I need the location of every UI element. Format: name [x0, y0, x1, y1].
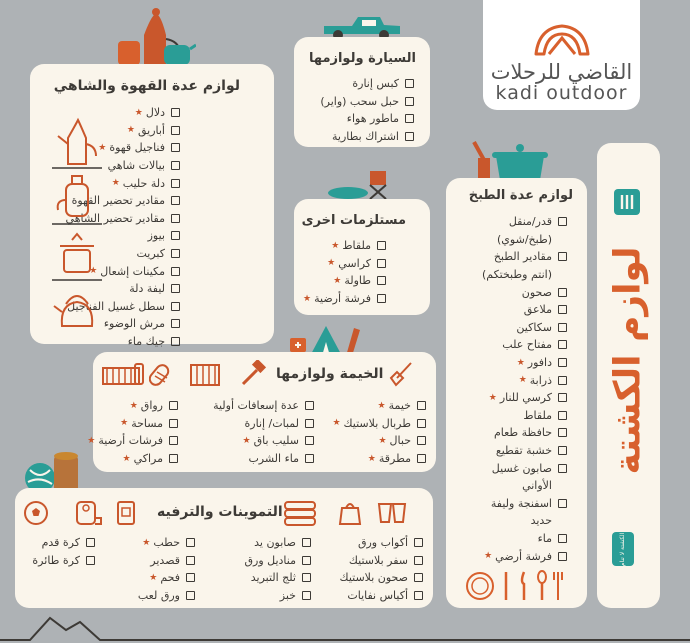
car-list [320, 75, 414, 145]
cooking-item[interactable] [482, 547, 567, 565]
car-item[interactable] [320, 93, 414, 111]
checkbox[interactable] [186, 591, 195, 600]
cooking-item[interactable] [482, 354, 567, 372]
star-icon: ★ [129, 400, 138, 411]
coffee-card [30, 64, 274, 349]
coffee-label: سطل غسيل الفناجيل [67, 299, 165, 313]
tent-item[interactable] [332, 450, 426, 468]
checkbox[interactable] [558, 411, 567, 420]
checkbox[interactable] [302, 591, 311, 600]
cooking-label: مفتاح علب [502, 338, 552, 352]
checkbox[interactable] [558, 393, 567, 402]
supplies-item[interactable] [244, 552, 311, 570]
tent-label: سليب باق [253, 434, 299, 448]
other-item[interactable] [303, 255, 386, 273]
cooking-label: مقادير الطبخ [493, 250, 552, 264]
tissue-roll-icon [73, 498, 103, 526]
checkbox[interactable] [414, 556, 423, 565]
tent-item[interactable] [332, 397, 426, 415]
checkbox[interactable] [558, 534, 567, 543]
tent-item[interactable] [87, 450, 178, 468]
star-icon: ★ [142, 537, 151, 548]
checkbox[interactable] [171, 108, 180, 117]
checkbox[interactable] [558, 499, 567, 508]
coffee-label: بيوز [147, 229, 165, 243]
star-icon: ★ [126, 125, 135, 136]
checkbox[interactable] [171, 337, 180, 346]
star-icon: ★ [89, 266, 98, 277]
checkbox[interactable] [414, 573, 423, 582]
supplies-label: صابون يد [254, 536, 296, 550]
tent-label: فرشات أرضية [98, 434, 163, 448]
checkbox[interactable] [377, 294, 386, 303]
other-label: كراسي [338, 256, 371, 270]
tent-label: عدة إسعافات أولية [213, 399, 299, 413]
logo [483, 0, 640, 110]
main-title: لوازم الكشتة [607, 245, 649, 475]
checkbox[interactable] [558, 358, 567, 367]
checkbox[interactable] [171, 284, 180, 293]
checkbox[interactable] [558, 428, 567, 437]
tent-item[interactable] [332, 415, 426, 433]
star-icon: ★ [242, 435, 251, 446]
tent-item[interactable] [213, 432, 314, 450]
supplies-col3 [138, 534, 195, 604]
supplies-label: فحم [160, 571, 180, 585]
supplies-label: أكياس نفايات [347, 589, 408, 603]
supplies-col1 [340, 534, 423, 604]
coffee-label: دلال [145, 106, 165, 120]
supplies-col4 [32, 534, 95, 569]
checkbox[interactable] [169, 419, 178, 428]
cutlery-icon [466, 570, 566, 602]
tent-label: خيمة [388, 399, 411, 413]
other-title: مستلزمات اخرى [301, 213, 406, 228]
checkbox[interactable] [171, 231, 180, 240]
tent-item[interactable] [87, 397, 178, 415]
brand-tag: الكشتة لا تنام [612, 532, 634, 566]
star-icon: ★ [120, 418, 129, 429]
star-icon: ★ [516, 357, 525, 368]
star-icon: ★ [303, 293, 312, 304]
coffee-label: كبريت [136, 247, 165, 261]
checkbox[interactable] [558, 376, 567, 385]
cooking-label: خشبة تقطيع [495, 444, 552, 458]
checkbox[interactable] [171, 214, 180, 223]
car-item[interactable] [320, 128, 414, 146]
star-icon: ★ [327, 258, 336, 269]
checkbox[interactable] [417, 401, 426, 410]
tea-kettle-icon [52, 282, 102, 338]
coffee-title: لوازم عدة القهوة والشاهي [53, 78, 240, 94]
cooking-item[interactable] [482, 301, 567, 319]
coffee-label: أباريق [137, 123, 165, 137]
cooking-label: (انتم وطبختكم) [481, 268, 552, 282]
checkbox[interactable] [305, 419, 314, 428]
cooking-item [482, 231, 567, 249]
supplies-label: خبز [279, 589, 296, 603]
star-icon: ★ [149, 572, 158, 583]
coffee-label: بيالات شاهي [107, 159, 165, 173]
checkbox[interactable] [305, 436, 314, 445]
cooking-label: (طبخ/شوي) [497, 232, 552, 246]
checkbox[interactable] [414, 538, 423, 547]
star-icon: ★ [377, 400, 386, 411]
cooking-item [482, 266, 567, 284]
checkbox[interactable] [558, 323, 567, 332]
supplies-label: كرة طائرة [32, 553, 80, 567]
coffee-label: ليفة دلة [129, 282, 165, 296]
supplies-item[interactable] [138, 552, 195, 570]
checkbox[interactable] [302, 573, 311, 582]
tent-item[interactable] [332, 432, 426, 450]
football-icon [23, 500, 49, 526]
cooking-item[interactable] [482, 283, 567, 301]
tent-label: طربال بلاستيك [343, 416, 411, 430]
cooking-label: اسفنجة وليفة [490, 496, 552, 510]
star-icon: ★ [98, 142, 107, 153]
other-item[interactable] [303, 272, 386, 290]
checkbox[interactable] [305, 401, 314, 410]
star-icon: ★ [122, 453, 131, 464]
cooking-item [482, 512, 567, 530]
supplies-item[interactable] [244, 569, 311, 587]
cooking-label: ملاعق [523, 303, 552, 317]
checkbox[interactable] [171, 143, 180, 152]
cooking-item[interactable] [482, 336, 567, 354]
checkbox[interactable] [558, 252, 567, 261]
car-item[interactable] [320, 75, 414, 93]
checkbox[interactable] [169, 401, 178, 410]
car-card [294, 37, 430, 147]
coffee-label: مرش الوضوء [103, 317, 165, 331]
checkbox[interactable] [302, 538, 311, 547]
checkbox[interactable] [171, 267, 180, 276]
gas-stove-icon [52, 226, 102, 282]
tent-item[interactable] [87, 415, 178, 433]
checkbox[interactable] [405, 79, 414, 88]
cooking-item [482, 477, 567, 495]
cooking-label: ملقاط [523, 408, 552, 422]
bottle-icon [113, 498, 139, 526]
cooking-item[interactable] [482, 424, 567, 442]
car-item[interactable] [320, 110, 414, 128]
supplies-item[interactable] [244, 534, 311, 552]
tent-title: الخيمة ولوازمها [276, 366, 384, 382]
cooking-label: قدر/منقل [508, 215, 552, 229]
checkbox[interactable] [558, 340, 567, 349]
supplies-label: مناديل ورق [244, 553, 296, 567]
coffee-label: مقادير تحضير الشاهي [65, 211, 165, 225]
checkbox[interactable] [171, 126, 180, 135]
checkbox[interactable] [86, 538, 95, 547]
star-icon: ★ [488, 392, 497, 403]
other-list [303, 237, 386, 307]
sleeping-bag-icon [149, 360, 181, 388]
cooking-item[interactable] [482, 213, 567, 231]
star-icon: ★ [367, 453, 376, 464]
checkbox[interactable] [417, 454, 426, 463]
tent-col1 [332, 397, 426, 467]
firewood-icon [281, 498, 319, 526]
checkbox[interactable] [186, 538, 195, 547]
tent-label: لمبات/ إنارة [244, 416, 299, 430]
cooking-list [482, 213, 567, 565]
mountains-icon [0, 612, 690, 643]
star-icon: ★ [111, 178, 120, 189]
tent-label: مراكي [133, 452, 163, 466]
cooking-label: سكاكين [516, 320, 552, 334]
star-icon: ★ [484, 551, 493, 562]
checkbox[interactable] [417, 436, 426, 445]
tent-label: مساحة [131, 416, 163, 430]
cooking-item[interactable] [482, 459, 567, 477]
coffee-label: فناجيل قهوة [109, 141, 165, 155]
tent-card [87, 352, 436, 472]
logo-arabic: القاضي للرحلات [490, 60, 633, 84]
checkbox[interactable] [186, 573, 195, 582]
coffee-label: دلة حليب [122, 176, 165, 190]
supplies-col2 [244, 534, 311, 604]
cooking-label: ذرابة [529, 373, 552, 387]
star-icon: ★ [333, 275, 342, 286]
checkbox[interactable] [414, 591, 423, 600]
dallah-icon [52, 114, 102, 170]
checkbox[interactable] [171, 302, 180, 311]
supplies-item[interactable] [138, 534, 195, 552]
checkbox[interactable] [405, 132, 414, 141]
checkbox[interactable] [305, 454, 314, 463]
cooking-label: فرشة أرضي [495, 549, 552, 563]
cooking-item[interactable] [482, 407, 567, 425]
cooking-item[interactable] [482, 248, 567, 266]
car-label: ماطور هواء [346, 112, 399, 126]
cooking-label: صابون غسيل [491, 461, 552, 475]
checkbox[interactable] [377, 241, 386, 250]
checkbox[interactable] [171, 196, 180, 205]
paper-cups-icon [375, 498, 411, 526]
checkbox[interactable] [86, 556, 95, 565]
supplies-label: أكواب ورق [357, 536, 408, 550]
supplies-item[interactable] [340, 534, 423, 552]
cooking-item[interactable] [482, 442, 567, 460]
milk-pot-icon [52, 170, 102, 226]
coffee-pot-cluster-icon [114, 5, 196, 67]
supplies-item[interactable] [32, 534, 95, 552]
cooking-title: لوازم عدة الطبخ [468, 188, 573, 203]
other-item[interactable] [303, 290, 386, 308]
checkbox[interactable] [302, 556, 311, 565]
checkbox[interactable] [171, 161, 180, 170]
cooking-item[interactable] [482, 389, 567, 407]
hammer-icon [239, 360, 267, 388]
tent-col2 [213, 397, 314, 467]
car-label: كبس إنارة [352, 77, 399, 91]
cooking-label: الأواني [522, 479, 552, 493]
other-label: فرشة أرضية [314, 292, 371, 306]
cooking-label: دافور [527, 356, 552, 370]
checkbox[interactable] [558, 552, 567, 561]
tent-label: حبال [389, 434, 411, 448]
supplies-label: ثلج التبريد [250, 571, 296, 585]
car-label: اشتراك بطارية [332, 130, 399, 144]
checkbox[interactable] [171, 319, 180, 328]
cooking-label: حافظة طعام [493, 426, 552, 440]
tent-item[interactable] [87, 432, 178, 450]
checkbox[interactable] [558, 288, 567, 297]
cooking-card [446, 178, 587, 608]
tent-item[interactable] [213, 450, 314, 468]
rug-icon [187, 362, 223, 388]
cooking-label: ماء [537, 531, 552, 545]
coffee-label: جيك ماء [127, 335, 165, 349]
other-card [294, 199, 430, 315]
cooking-item[interactable] [482, 319, 567, 337]
car-title: السيارة ولوازمها [308, 51, 416, 66]
star-icon: ★ [518, 375, 527, 386]
other-item[interactable] [303, 237, 386, 255]
supplies-item[interactable] [138, 569, 195, 587]
checkbox[interactable] [417, 419, 426, 428]
cooking-item[interactable] [482, 495, 567, 513]
supplies-item[interactable] [244, 587, 311, 605]
star-icon: ★ [378, 435, 387, 446]
supplies-item[interactable] [340, 552, 423, 570]
other-label: ملقاط [342, 239, 371, 253]
supplies-item[interactable] [138, 587, 195, 605]
supplies-label: ورق لعب [137, 589, 180, 603]
star-icon: ★ [87, 435, 96, 446]
car-label: حبل سحب (واير) [320, 94, 399, 108]
checkbox[interactable] [171, 179, 180, 188]
mat-roll-icon [101, 360, 145, 388]
star-icon: ★ [331, 240, 340, 251]
checkbox[interactable] [558, 446, 567, 455]
cooking-item[interactable] [482, 371, 567, 389]
star-icon: ★ [134, 107, 143, 118]
checkbox[interactable] [405, 97, 414, 106]
checkbox[interactable] [558, 305, 567, 314]
checkbox[interactable] [186, 556, 195, 565]
mountain-logo-icon [533, 22, 591, 56]
checkbox[interactable] [377, 259, 386, 268]
camp-chair-icon [326, 165, 396, 201]
supplies-item[interactable] [32, 552, 95, 570]
supplies-title: التموينات والترفيه [157, 504, 283, 520]
cooking-item[interactable] [482, 530, 567, 548]
checkbox[interactable] [169, 454, 178, 463]
supplies-label: صحون بلاستيك [339, 571, 408, 585]
checkbox[interactable] [377, 276, 386, 285]
cooking-label: كرسي للنار [499, 391, 552, 405]
tent-item[interactable] [213, 415, 314, 433]
shovel-icon [387, 360, 415, 388]
supplies-label: حطب [153, 536, 180, 550]
checkbox[interactable] [405, 114, 414, 123]
logo-english: kadi outdoor [495, 82, 628, 104]
cooking-label: حديد [530, 514, 552, 528]
tent-col3 [87, 397, 178, 467]
checkbox[interactable] [558, 464, 567, 473]
star-icon: ★ [332, 418, 341, 429]
tent-label: ماء الشرب [248, 452, 299, 466]
tent-label: مطرقة [378, 452, 411, 466]
supplies-card [15, 488, 433, 608]
other-label: طاولة [344, 274, 371, 288]
supplies-label: قصدير [150, 553, 180, 567]
cooking-pot-icon [466, 140, 552, 182]
tent-label: رواق [140, 399, 163, 413]
supplies-item[interactable] [340, 569, 423, 587]
coffee-label: مكينات إشعال [100, 264, 165, 278]
checkbox[interactable] [171, 249, 180, 258]
checkbox[interactable] [169, 436, 178, 445]
supplies-label: سفر بلاستيك [348, 553, 408, 567]
cooking-label: صحون [521, 285, 552, 299]
supplies-item[interactable] [340, 587, 423, 605]
supplies-label: كرة قدم [41, 536, 80, 550]
coffee-label: مقادير تحضير القهوة [71, 194, 165, 208]
bag-icon [337, 498, 363, 526]
coffee-illustrations [52, 114, 102, 388]
tent-item[interactable] [213, 397, 314, 415]
checkbox[interactable] [558, 217, 567, 226]
